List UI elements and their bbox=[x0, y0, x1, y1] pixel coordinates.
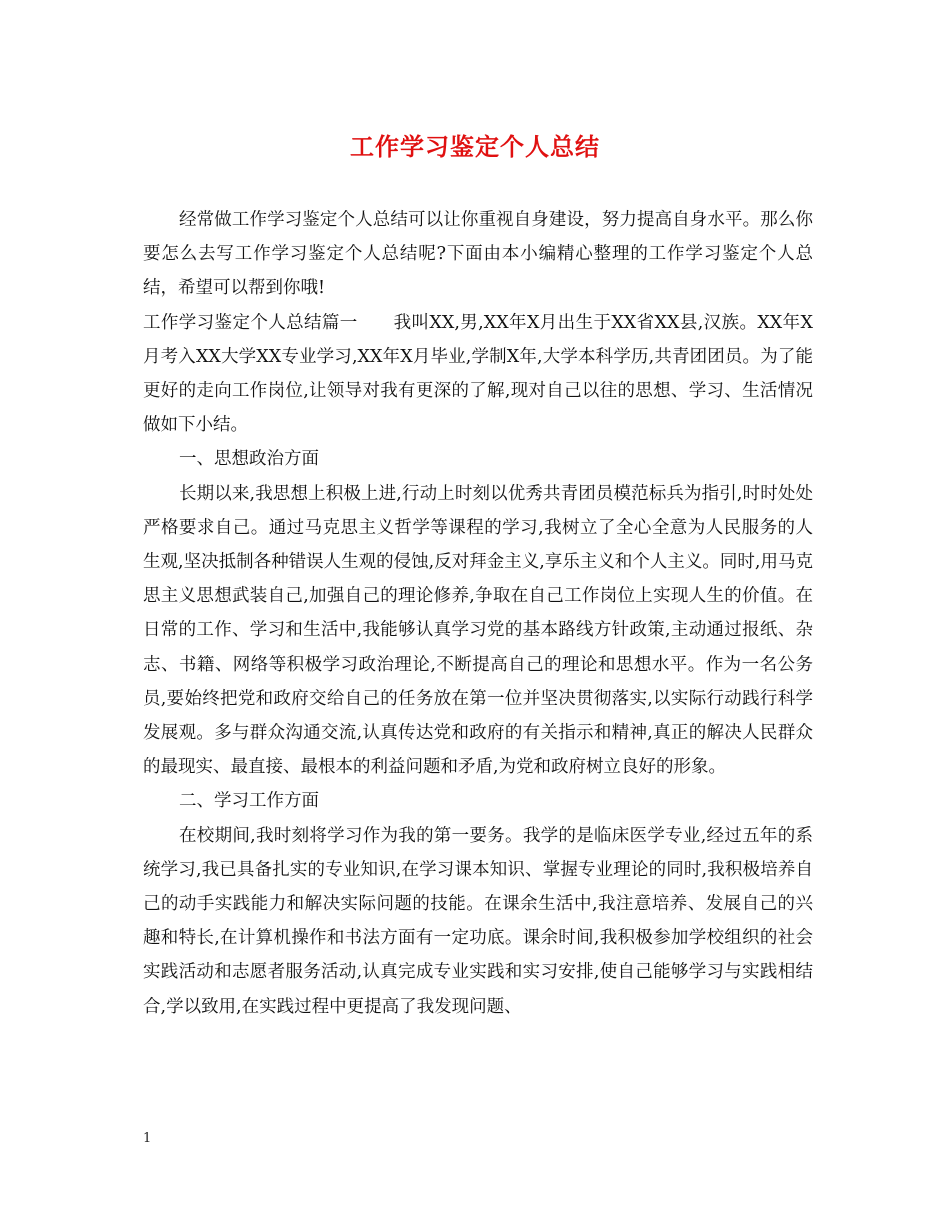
page-number: 1 bbox=[143, 1131, 152, 1146]
ideology-paragraph: 长期以来,我思想上积极上进,行动上时刻以优秀共青团员模范标兵为指引,时时处处严格要求自己。通过马克思主义哲学等课程的学习,我树立了全心全意为人民服务的人生观,坚决抵制各种错误人生观的侵蚀,反对拜金主义,享乐主义和个人主义。同时,用马克思主义思想武装自己,加强自己的理论修养,争取在自己工作岗位上实现人生的价值。在日常的工作、学习和生活中,我能够认真学习党的基本路线方针政策,主动通过报纸、杂志、书籍、网络等积极学习政治理论,不断提高自己的理论和思想水平。作为一名公务员,要始终把党和政府交给自己的任务放在第一位并坚决贯彻落实,以实际行动践行科学发展观。多与群众沟通交流,认真传达党和政府的有关指示和精神,真正的解决人民群众的最现实、最直接、最根本的利益问题和矛盾,为党和政府树立良好的形象。 bbox=[143, 483, 813, 778]
heading-study-work: 二、学习工作方面 bbox=[179, 791, 319, 812]
section-one-paragraph bbox=[143, 306, 813, 443]
section-one-label: 工作学习鉴定个人总结篇一 bbox=[143, 312, 358, 333]
section-one-text: 我叫XX,男,XX年X月出生于XX省XX县,汉族。XX年X月考入XX大学XX专业学习,XX年X月毕业,学制X年,大学本科学历,共青团团员。为了能更好的走向工作岗位,让领导对我有更深的了解,现对自己以往的思想、学习、生活情况做如下小结。 bbox=[143, 312, 813, 436]
intro-paragraph: 经常做工作学习鉴定个人总结可以让你重视自身建设，努力提高自身水平。那么你要怎么去写工作学习鉴定个人总结呢?下面由本小编精心整理的工作学习鉴定个人总结，希望可以帮到你哦! bbox=[143, 210, 813, 299]
document-body bbox=[143, 203, 813, 1024]
study-work-paragraph: 在校期间,我时刻将学习作为我的第一要务。我学的是临床医学专业,经过五年的系统学习,我已具备扎实的专业知识,在学习课本知识、掌握专业理论的同时,我积极培养自己的动手实践能力和解决实际问题的技能。在课余生活中,我注意培养、发展自己的兴趣和特长,在计算机操作和书法方面有一定功底。课余时间,我积极参加学校组织的社会实践活动和志愿者服务活动,认真完成专业实践和实习安排,使自己能够学习与实践相结合,学以致用,在实践过程中更提高了我发现问题、 bbox=[143, 825, 813, 1017]
document-title: 工作学习鉴定个人总结 bbox=[350, 132, 600, 161]
heading-ideology: 一、思想政治方面 bbox=[179, 449, 319, 470]
